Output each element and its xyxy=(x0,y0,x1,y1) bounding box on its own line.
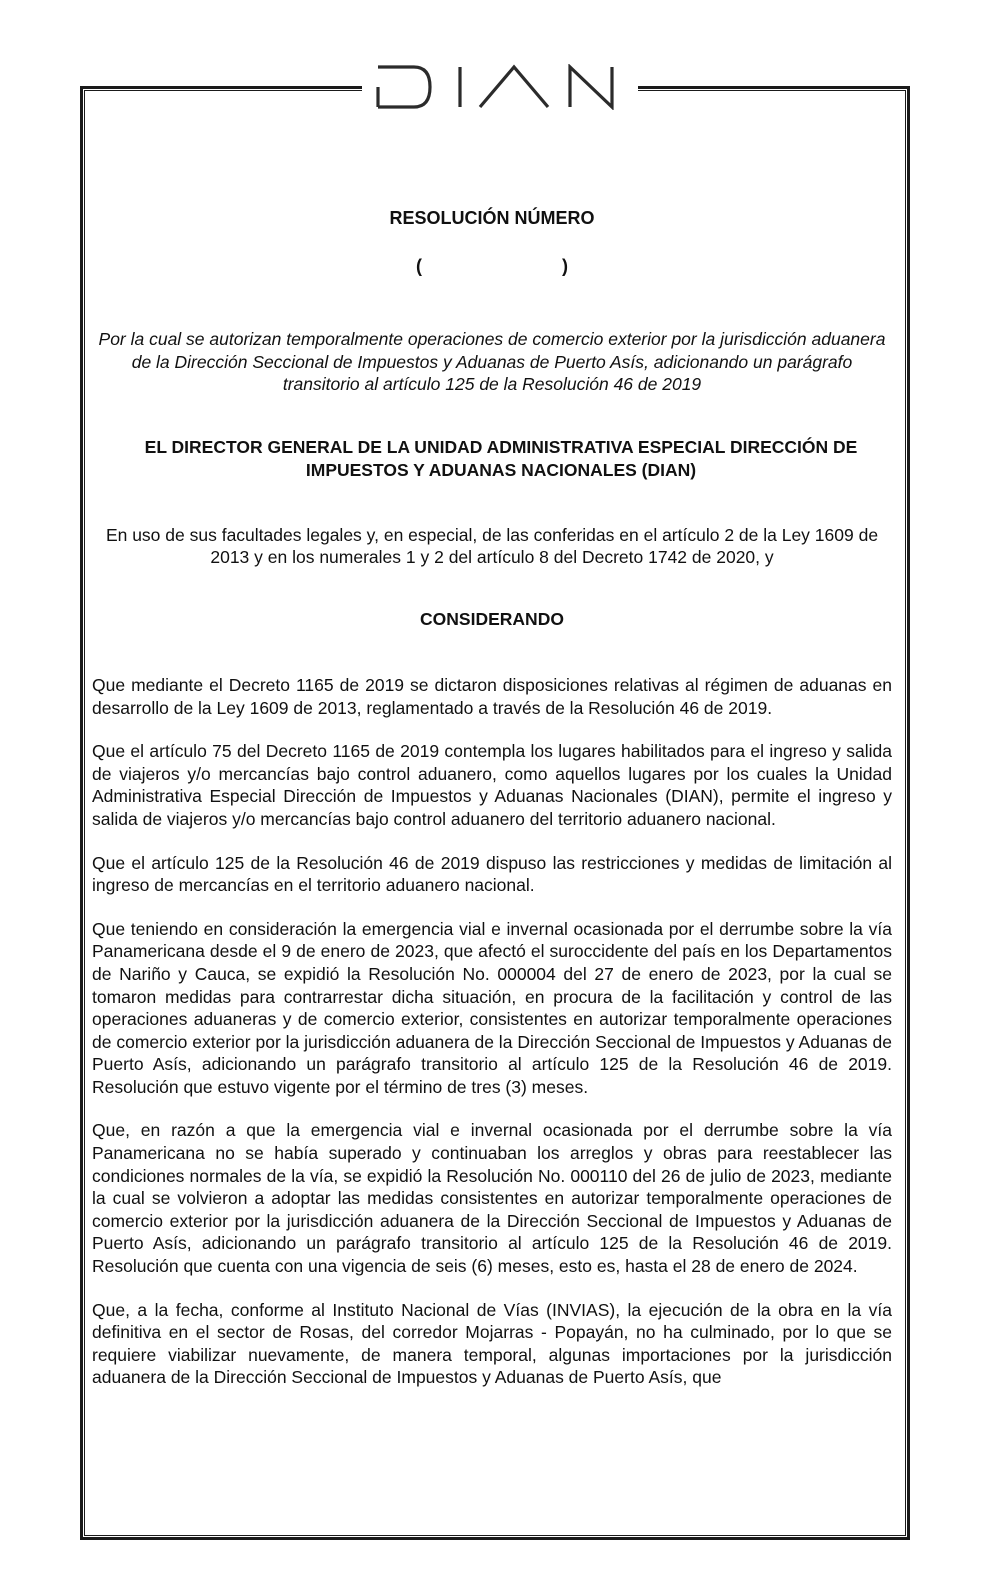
considerando-heading: CONSIDERANDO xyxy=(420,608,564,629)
dian-logo xyxy=(374,64,630,110)
resolution-title: RESOLUCIÓN NÚMERO xyxy=(389,208,595,228)
consideration-paragraph: Que el artículo 125 de la Resolución 46 de 2019 dispuso las restricciones y medidas de limitación al ingreso de mercancías en el territorio aduanero nacional. xyxy=(92,852,892,896)
issuing-authority: EL DIRECTOR GENERAL DE LA UNIDAD ADMINISTRATIVA ESPECIAL DIRECCIÓN DE IMPUESTOS Y ADUANAS NACIONALES (DIAN) xyxy=(144,436,858,480)
resolution-number-close: ) xyxy=(562,256,568,276)
resolution-number xyxy=(92,254,892,278)
resolution-subject: Por la cual se autorizan temporalmente operaciones de comercio exterior por la jurisdicción aduanera de la Dirección Seccional de Impuestos y Aduanas de Puerto Asís, adicionando un parágrafo transitorio al artículo 125 de la Resolución 46 de 2019 xyxy=(98,329,886,395)
consideration-paragraph: Que teniendo en consideración la emergencia vial e invernal ocasionada por el derrumbe sobre la vía Panamericana desde el 9 de enero de 2023, que afectó el suroccidente del país en los Departamentos de Nariño y Cauca, se expidió la Resolución No. 000004 del 27 de enero de 2023, por la cual se tomaron medidas para contrarrestar dicha situación, en procura de la facilitación y control de las operaciones aduaneras y de comercio exterior, consistentes en autorizar temporalmente operaciones de comercio exterior por la jurisdicción aduanera de la Dirección Seccional de Impuestos y Aduanas de Puerto Asís, adicionando un parágrafo transitorio al artículo 125 de la Resolución 46 de 2019. Resolución que estuvo vigente por el término de tres (3) meses. xyxy=(92,918,892,1097)
consideration-paragraph: Que mediante el Decreto 1165 de 2019 se dictaron disposiciones relativas al régimen de aduanas en desarrollo de la Ley 1609 de 2013, reglamentado a través de la Resolución 46 de 2019. xyxy=(92,674,892,718)
legal-powers: En uso de sus facultades legales y, en especial, de las conferidas en el artículo 2 de la Ley 1609 de 2013 y en los numerales 1 y 2 del artículo 8 del Decreto 1742 de 2020, y xyxy=(105,524,879,568)
consideration-paragraph: Que el artículo 75 del Decreto 1165 de 2019 contempla los lugares habilitados para el ingreso y salida de viajeros y/o mercancías bajo control aduanero, como aquellos lugares por los cuales la Unidad Administrativa Especial Dirección de Impuestos y Aduanas Nacionales (DIAN), permite el ingreso y salida de viajeros y/o mercancías bajo control aduanero del territorio aduanero nacional. xyxy=(92,741,892,829)
considerations xyxy=(92,674,892,1389)
consideration-paragraph: Que, a la fecha, conforme al Instituto Nacional de Vías (INVIAS), la ejecución de la obra en la vía definitiva en el sector de Rosas, del corredor Mojarras - Popayán, no ha culminado, por lo que se requiere viabilizar nuevamente, de manera temporal, algunas importaciones por la jurisdicción aduanera de la Dirección Seccional de Impuestos y Aduanas de Puerto Asís, que xyxy=(92,1299,892,1388)
resolution-number-open: ( xyxy=(416,256,422,276)
consideration-paragraph: Que, en razón a que la emergencia vial e invernal ocasionada por el derrumbe sobre la vía Panamericana no se había superado y continuaban los arreglos y obras para reestablecer las condiciones normales de la vía, se expidió la Resolución No. 000110 del 26 de julio de 2023, mediante la cual se volvieron a adoptar las medidas consistentes en autorizar temporalmente operaciones de comercio exterior por la jurisdicción aduanera de la Dirección Seccional de Impuestos y Aduanas de Puerto Asís, adicionando un parágrafo transitorio al artículo 125 de la Resolución 46 de 2019. Resolución que cuenta con una vigencia de seis (6) meses, esto es, hasta el 28 de enero de 2024. xyxy=(92,1120,892,1277)
document-body xyxy=(92,206,892,1410)
